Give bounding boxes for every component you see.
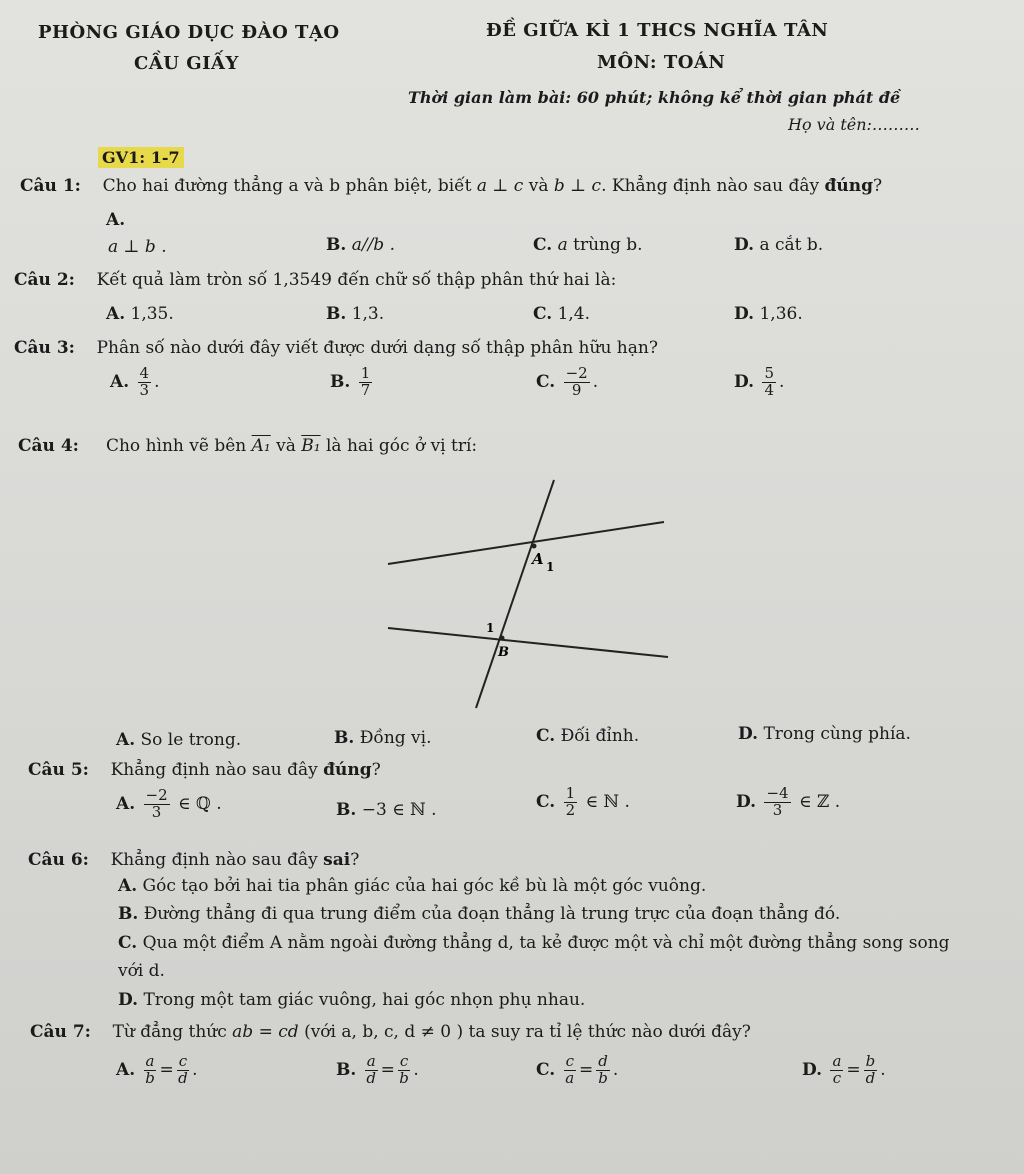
- numerator: c: [178, 1052, 188, 1070]
- q1-option-a-label: A.: [106, 210, 126, 230]
- q3-option-d: [734, 366, 784, 399]
- q1-option-a-text: a ⊥ b .: [108, 237, 167, 257]
- question-7-text: Từ đẳng thức: [112, 1022, 227, 1042]
- name-field: Họ và tên:………: [788, 115, 920, 134]
- question-4-text-b: là hai góc ở vị trí:: [326, 436, 478, 456]
- question-3-text: Phân số nào dưới đây viết được dưới dạng số thập phân hữu hạn?: [96, 338, 658, 358]
- bold-word: đúng: [323, 760, 372, 780]
- q3-option-c: [536, 366, 598, 399]
- option-end: .: [779, 371, 785, 392]
- question-5: [28, 760, 381, 780]
- denominator: d: [366, 1068, 376, 1087]
- q6-option-d: [118, 990, 585, 1010]
- teacher-badge: GV1: 1-7: [98, 147, 184, 168]
- question-3-label: Câu 3:: [14, 338, 75, 358]
- option-text: −3 ∈ ℕ .: [361, 800, 437, 820]
- numerator: 1: [565, 784, 576, 802]
- question-6-text: Khẳng định nào sau đây: [110, 850, 318, 870]
- question-4: [18, 436, 477, 456]
- option-label: D.: [118, 990, 139, 1010]
- option-label: C.: [118, 933, 138, 953]
- equals-sign: =: [578, 1059, 594, 1080]
- denominator: b: [145, 1068, 155, 1087]
- numerator: a: [832, 1052, 842, 1070]
- q2-option-a: [106, 304, 174, 324]
- option-end: .: [192, 1059, 198, 1080]
- denominator: d: [865, 1068, 876, 1087]
- question-3: [14, 338, 658, 358]
- fraction: [830, 1054, 843, 1087]
- numerator: a: [145, 1052, 155, 1070]
- label-a: A: [532, 550, 544, 568]
- department-name: PHÒNG GIÁO DỤC ĐÀO TẠO: [38, 22, 340, 43]
- q5-option-b: [336, 800, 437, 820]
- math-a-perp-c: a ⊥ c: [476, 176, 524, 196]
- q1-option-d: [734, 235, 823, 255]
- numerator: 1: [360, 364, 371, 382]
- option-label: C.: [536, 371, 556, 392]
- q3-option-a: [110, 366, 159, 399]
- q2-option-d: [734, 304, 803, 324]
- option-math: a: [557, 235, 568, 255]
- option-label: D.: [738, 724, 759, 744]
- q4-option-a: [116, 730, 241, 750]
- district-name: CẦU GIẤY: [134, 53, 239, 74]
- question-2-text: Kết quả làm tròn số 1,3549 đến chữ số thập phân thứ hai là:: [96, 270, 617, 290]
- option-label: D.: [734, 304, 755, 324]
- fraction: [864, 1054, 878, 1087]
- fraction: [596, 1054, 610, 1087]
- equals-sign: =: [380, 1059, 395, 1080]
- and-word: và: [276, 436, 296, 456]
- option-label: D.: [734, 371, 755, 392]
- q6-option-b: [118, 904, 840, 924]
- option-label: B.: [330, 371, 351, 392]
- option-end: .: [154, 371, 160, 392]
- denominator: c: [832, 1068, 842, 1087]
- option-label: C.: [536, 1059, 556, 1080]
- question-5-label: Câu 5:: [28, 760, 89, 780]
- numerator: c: [399, 1052, 409, 1070]
- option-end: .: [612, 1059, 619, 1080]
- question-6-label: Câu 6:: [28, 850, 89, 870]
- option-text: Đồng vị.: [359, 728, 432, 748]
- option-text: Đối đỉnh.: [560, 726, 640, 746]
- q7-option-c: [536, 1054, 618, 1087]
- question-4-text: Cho hình vẽ bên: [105, 436, 247, 456]
- numerator: −4: [766, 784, 789, 802]
- question-2-label: Câu 2:: [14, 270, 75, 290]
- q7-option-b: [336, 1054, 419, 1087]
- label-angle-1: 1: [486, 621, 495, 635]
- option-label: C.: [533, 304, 553, 324]
- option-end: .: [592, 371, 599, 392]
- question-1-text-b: . Khẳng định nào sau đây: [601, 176, 820, 196]
- option-text: ∈ ℤ .: [799, 791, 841, 812]
- q4-option-c: [536, 726, 639, 746]
- denominator: 7: [360, 380, 371, 399]
- question-7: [30, 1022, 751, 1042]
- option-label: B.: [336, 800, 357, 820]
- label-a-subscript: 1: [546, 560, 555, 574]
- equation: ab = cd: [232, 1022, 299, 1042]
- option-label: A.: [118, 876, 138, 896]
- option-text: a cắt b.: [759, 235, 824, 255]
- question-1-text: Cho hai đường thẳng a và b phân biệt, biết: [102, 176, 472, 196]
- point-b: [500, 636, 505, 641]
- q2-option-b: [326, 304, 384, 324]
- denominator: 3: [772, 800, 783, 819]
- denominator: 4: [764, 380, 775, 399]
- exam-title: ĐỀ GIỮA KÌ 1 THCS NGHĨA TÂN: [486, 20, 829, 41]
- option-label: C.: [533, 235, 553, 255]
- question-7-text-b: ta suy ra tỉ lệ thức nào dưới đây?: [468, 1022, 751, 1042]
- q1-option-c: [533, 235, 643, 255]
- option-text: Qua một điểm A nằm ngoài đường thẳng d, ta kẻ được một và chỉ một đường thẳng song song: [142, 933, 950, 953]
- option-label: A.: [116, 1059, 136, 1080]
- question-end: ?: [873, 176, 883, 196]
- parallel-lines-figure: [380, 472, 680, 717]
- option-label: C.: [536, 791, 556, 812]
- option-text: Góc tạo bởi hai tia phân giác của hai góc kề bù là một góc vuông.: [142, 876, 707, 896]
- denominator: b: [598, 1068, 608, 1087]
- option-text: Đường thẳng đi qua trung điểm của đoạn thẳng là trung trực của đoạn thẳng đó.: [143, 904, 841, 924]
- angle-a1: A₁: [251, 436, 271, 456]
- condition: (với a, b, c, d ≠ 0 ): [304, 1022, 464, 1042]
- option-label: A.: [116, 793, 136, 814]
- fraction: [144, 1054, 157, 1087]
- question-7-label: Câu 7:: [30, 1022, 91, 1042]
- numerator: d: [598, 1052, 608, 1070]
- q5-option-c: [536, 786, 630, 819]
- time-note: Thời gian làm bài: 60 phút; không kể thời gian phát đề: [408, 88, 901, 107]
- option-end: .: [880, 1059, 886, 1080]
- option-label: B.: [118, 904, 139, 924]
- denominator: 9: [571, 380, 582, 399]
- denominator: 3: [139, 380, 150, 399]
- equals-sign: =: [846, 1059, 861, 1080]
- option-text: 1,4.: [557, 304, 591, 324]
- q6-option-a: [118, 876, 706, 896]
- fraction: [138, 366, 152, 399]
- question-4-label: Câu 4:: [18, 436, 79, 456]
- q6-option-c-continued: với d.: [118, 961, 165, 981]
- math-b-perp-c: b ⊥ c: [553, 176, 602, 196]
- q4-option-b: [334, 728, 432, 748]
- option-end: .: [413, 1059, 419, 1080]
- fraction: [564, 1054, 576, 1087]
- option-text: ∈ ℚ .: [178, 793, 222, 814]
- fraction: [398, 1054, 410, 1087]
- q5-option-a: [116, 788, 222, 821]
- option-text: Trong một tam giác vuông, hai góc nhọn phụ nhau.: [143, 990, 586, 1010]
- question-1-label: Câu 1:: [20, 176, 81, 196]
- question-end: ?: [371, 760, 381, 780]
- fraction: [365, 1054, 378, 1087]
- q7-option-a: [116, 1054, 198, 1087]
- denominator: 3: [151, 802, 162, 821]
- option-label: D.: [734, 235, 755, 255]
- option-text: 1,35.: [130, 304, 174, 324]
- option-label: B.: [336, 1059, 357, 1080]
- question-end: ?: [350, 850, 360, 870]
- numerator: −2: [145, 786, 168, 804]
- line-through-b: [388, 628, 668, 657]
- question-6: [28, 850, 359, 870]
- option-label: D.: [736, 791, 757, 812]
- and-word: và: [528, 176, 549, 196]
- option-text: So le trong.: [140, 730, 242, 750]
- q1-option-b: [326, 235, 395, 255]
- subject-title: MÔN: TOÁN: [597, 52, 726, 73]
- angle-b1: B₁: [301, 436, 321, 456]
- q4-option-d: [738, 724, 911, 744]
- bold-word: sai: [323, 850, 351, 870]
- numerator: 5: [764, 364, 775, 382]
- option-text: a//b .: [351, 235, 395, 255]
- label-b: B: [498, 645, 509, 660]
- point-a: [532, 544, 537, 549]
- q3-option-b: [330, 366, 375, 399]
- numerator: c: [565, 1052, 574, 1070]
- denominator: a: [565, 1068, 575, 1087]
- option-text: ∈ ℕ .: [585, 791, 630, 812]
- numerator: a: [366, 1052, 376, 1070]
- option-label: A.: [106, 304, 126, 324]
- fraction: [762, 366, 776, 399]
- q6-option-c: [118, 933, 950, 953]
- denominator: d: [178, 1068, 188, 1087]
- fraction: [764, 786, 790, 819]
- option-label: A.: [110, 371, 130, 392]
- option-label: B.: [326, 304, 347, 324]
- fraction: [144, 788, 170, 821]
- numerator: 4: [139, 364, 150, 382]
- line-through-a: [388, 522, 664, 564]
- option-label: B.: [334, 728, 355, 748]
- option-label: C.: [536, 726, 556, 746]
- option-text: trùng b.: [573, 235, 643, 255]
- denominator: 2: [565, 800, 576, 819]
- option-label: B.: [326, 235, 347, 255]
- question-1: [20, 176, 882, 196]
- fraction: [177, 1054, 189, 1087]
- option-text: Trong cùng phía.: [763, 724, 911, 744]
- fraction: [564, 366, 590, 399]
- question-5-text: Khẳng định nào sau đây: [110, 760, 318, 780]
- q7-option-d: [802, 1054, 886, 1087]
- numerator: b: [865, 1052, 876, 1070]
- option-text: 1,3.: [351, 304, 385, 324]
- bold-word: đúng: [824, 176, 873, 196]
- q5-option-d: [736, 786, 840, 819]
- q2-option-c: [533, 304, 590, 324]
- transversal-line: [476, 480, 554, 708]
- option-label: D.: [802, 1059, 823, 1080]
- equals-sign: =: [159, 1059, 174, 1080]
- fraction: [564, 786, 578, 819]
- option-text: 1,36.: [759, 304, 803, 324]
- option-label: A.: [116, 730, 136, 750]
- numerator: −2: [565, 364, 588, 382]
- fraction: [359, 366, 373, 399]
- question-2: [14, 270, 616, 290]
- denominator: b: [399, 1068, 409, 1087]
